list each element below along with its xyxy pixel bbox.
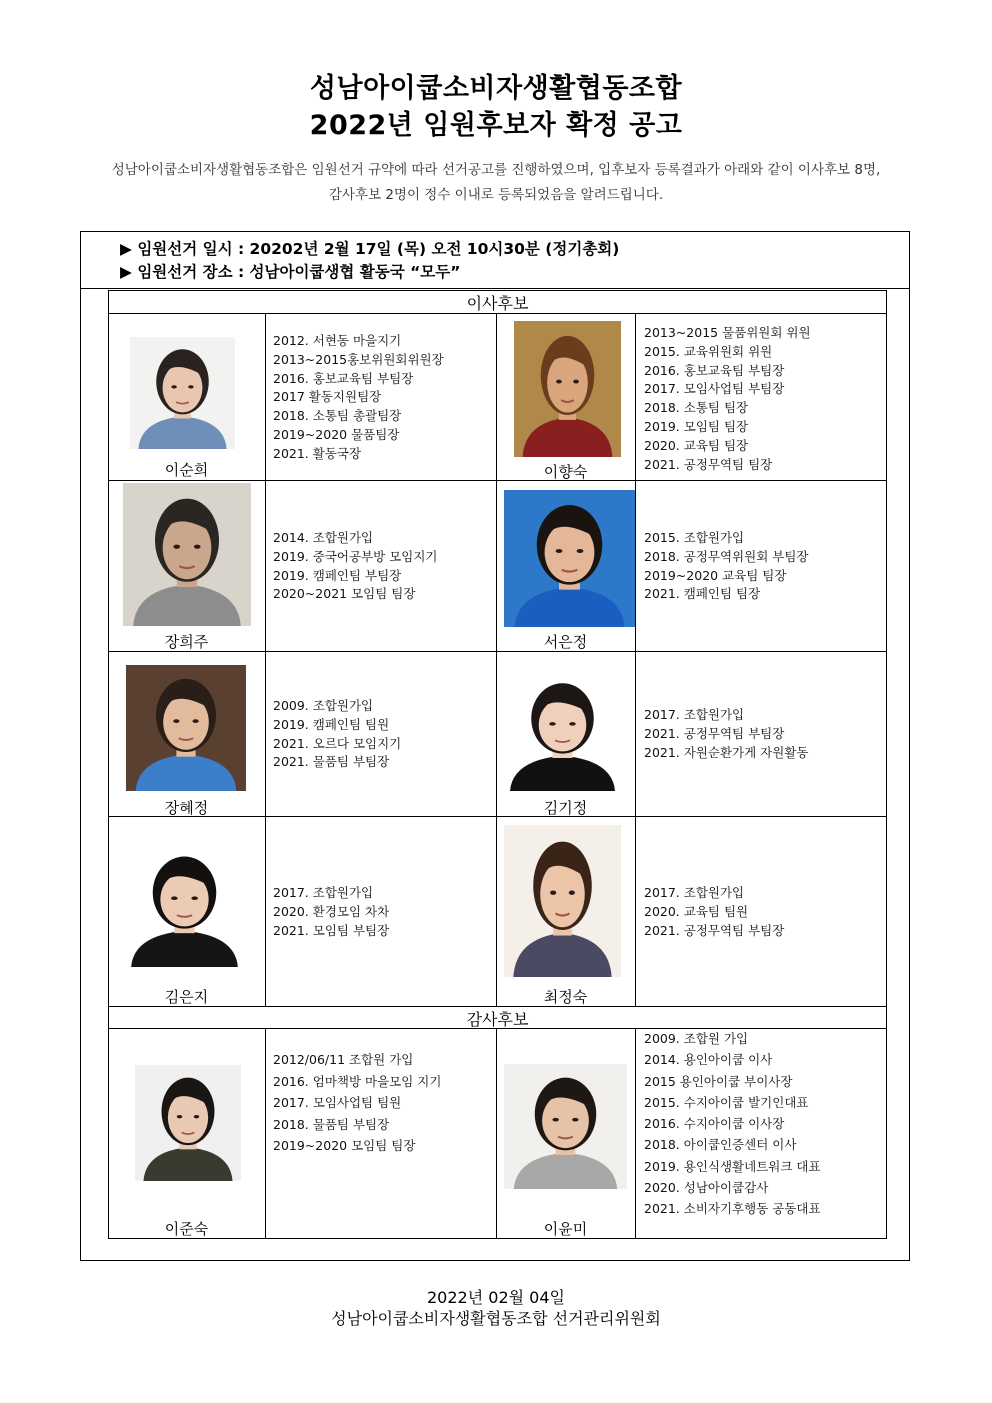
career-item: 2020~2021 모임팀 팀장 [273, 586, 416, 602]
career-item: 2020. 교육팀 팀원 [644, 903, 749, 919]
candidate-photo [130, 337, 235, 449]
candidate-career [644, 1028, 821, 1220]
election-info [80, 231, 910, 289]
candidate-name: 이윤미 [543, 1220, 588, 1238]
table-rule [265, 1028, 266, 1238]
career-item: 2018. 공정무역위원회 부팀장 [644, 548, 809, 564]
candidate-career [273, 332, 444, 464]
election-date: ▶ 임원선거 일시 : 20202년 2월 17일 (목) 오전 10시30분 (정기총회) [120, 240, 620, 258]
candidate-photo [500, 670, 625, 791]
candidate-name: 서은정 [543, 633, 588, 651]
candidate-photo [121, 843, 248, 967]
career-item: 2009. 조합원 가입 [644, 1031, 749, 1046]
career-item: 2017. 조합원가입 [273, 885, 374, 900]
directors-section-label: 이사후보 [466, 294, 529, 313]
career-item: 2016. 수지아이쿱 이사장 [644, 1116, 785, 1132]
candidate-photo [514, 321, 621, 457]
career-item: 2019~2020 모임팀 팀장 [273, 1138, 416, 1153]
candidate-photo [126, 665, 246, 791]
career-item: 2021. 소비자기후행동 공동대표 [644, 1201, 821, 1217]
career-item: 2017. 모임사업팀 부팀장 [644, 381, 785, 397]
candidate-career [273, 529, 437, 604]
career-item: 2012/06/11 조합원 가입 [273, 1052, 414, 1067]
career-item: 2021. 모임팀 부팀장 [273, 922, 390, 938]
career-item: 2019. 중국어공부방 모임지기 [273, 548, 438, 564]
career-item: 2017. 조합원가입 [644, 707, 745, 722]
career-item: 2021. 공정무역팀 팀장 [644, 456, 773, 472]
career-item: 2015. 조합원가입 [644, 530, 745, 545]
candidate-name: 이준숙 [164, 1220, 209, 1238]
candidate-photo [504, 490, 635, 627]
career-item: 2014. 조합원가입 [273, 530, 374, 545]
career-item: 2017 활동지원팀장 [273, 389, 382, 405]
career-item: 2017. 모임사업팀 팀원 [273, 1095, 402, 1110]
intro-paragraph [40, 158, 952, 208]
career-item: 2021. 공정무역팀 부팀장 [644, 725, 785, 741]
election-place: ▶ 임원선거 장소 : 성남아이쿱생협 활동국 “모두” [120, 263, 461, 281]
career-item: 2016. 엄마책방 마을모임 지기 [273, 1073, 442, 1089]
career-item: 2014. 용인아이쿱 이사 [644, 1052, 773, 1068]
candidate-career [273, 697, 401, 772]
career-item: 2020. 교육팀 팀장 [644, 437, 749, 453]
candidate-photo [135, 1065, 241, 1181]
career-item: 2021. 오르다 모임지기 [273, 735, 402, 751]
career-item: 2009. 조합원가입 [273, 698, 374, 713]
career-item: 2021. 물품팀 부팀장 [273, 754, 390, 770]
table-rule [496, 1028, 497, 1238]
notice-date: 2022년 02월 04일 [427, 1288, 565, 1307]
candidate-name: 김은지 [164, 988, 209, 1006]
career-item: 2021. 활동국장 [273, 445, 362, 461]
candidate-name: 이순희 [164, 461, 209, 479]
issuing-organization: 성남아이쿱소비자생활협동조합 선거관리위원회 [331, 1309, 661, 1328]
candidate-photo [504, 825, 621, 977]
candidate-career [273, 884, 389, 940]
candidate-career [644, 324, 811, 474]
intro-line: 감사후보 2명이 정수 이내로 등록되었음을 알려드립니다. [328, 187, 664, 203]
table-rule [496, 313, 497, 1006]
career-item: 2017. 조합원가입 [644, 885, 745, 900]
career-item: 2013~2015홍보위원회위원장 [273, 351, 444, 367]
candidate-name: 최정숙 [543, 988, 588, 1006]
candidate-name: 김기정 [543, 799, 588, 817]
career-item: 2019~2020 교육팀 팀장 [644, 567, 787, 583]
intro-line: 성남아이쿱소비자생활협동조합은 임원선거 규약에 따라 선거공고를 진행하였으며, 입후보자 등록결과가 아래와 같이 이사후보 8명, [111, 162, 881, 178]
career-item: 2018. 소통팀 팀장 [644, 400, 749, 416]
candidate-career [273, 1049, 441, 1157]
career-item: 2020. 성남아이쿱감사 [644, 1180, 769, 1196]
career-item: 2021. 캠페인팀 팀장 [644, 586, 761, 602]
document-title: 성남아이쿱소비자생활협동조합 [309, 73, 683, 104]
career-item: 2018. 소통팀 총괄팀장 [273, 408, 402, 424]
candidate-name: 장혜정 [164, 799, 209, 817]
career-item: 2019~2020 물품팀장 [273, 426, 400, 442]
career-item: 2012. 서현동 마을지기 [273, 333, 402, 348]
career-item: 2021. 자원순환가게 자원활동 [644, 744, 809, 760]
career-item: 2019. 캠페인팀 부팀장 [273, 567, 402, 583]
table-rule [635, 1028, 636, 1238]
career-item: 2021. 공정무역팀 부팀장 [644, 922, 785, 938]
table-rule [635, 313, 636, 1006]
career-item: 2018. 아이쿱인증센터 이사 [644, 1137, 797, 1153]
career-item: 2015. 교육위원회 위원 [644, 343, 773, 359]
candidate-career [644, 529, 808, 604]
career-item: 2019. 모임팀 팀장 [644, 418, 749, 434]
career-item: 2018. 물품팀 부팀장 [273, 1116, 390, 1132]
career-item: 2019. 용인식생활네트워크 대표 [644, 1158, 821, 1174]
career-item: 2015. 수지아이쿱 발기인대표 [644, 1094, 809, 1110]
candidate-name: 장희주 [164, 633, 209, 651]
candidate-career [644, 884, 784, 940]
auditors-section-label: 감사후보 [466, 1010, 529, 1029]
table-rule [265, 313, 266, 1006]
career-item: 2013~2015 물품위원회 위원 [644, 325, 811, 340]
career-item: 2016. 홍보교육팀 부팀장 [273, 370, 414, 386]
candidate-photo [504, 1064, 627, 1189]
candidate-photo [123, 483, 251, 626]
career-item: 2015 용인아이쿱 부이사장 [644, 1073, 793, 1089]
document-subtitle: 2022년 임원후보자 확정 공고 [309, 110, 683, 141]
candidate-career [644, 706, 808, 762]
career-item: 2016. 홍보교육팀 부팀장 [644, 362, 785, 378]
career-item: 2020. 환경모임 차차 [273, 903, 390, 919]
career-item: 2019. 캠페인팀 팀원 [273, 716, 390, 732]
candidate-name: 이향숙 [543, 463, 588, 481]
